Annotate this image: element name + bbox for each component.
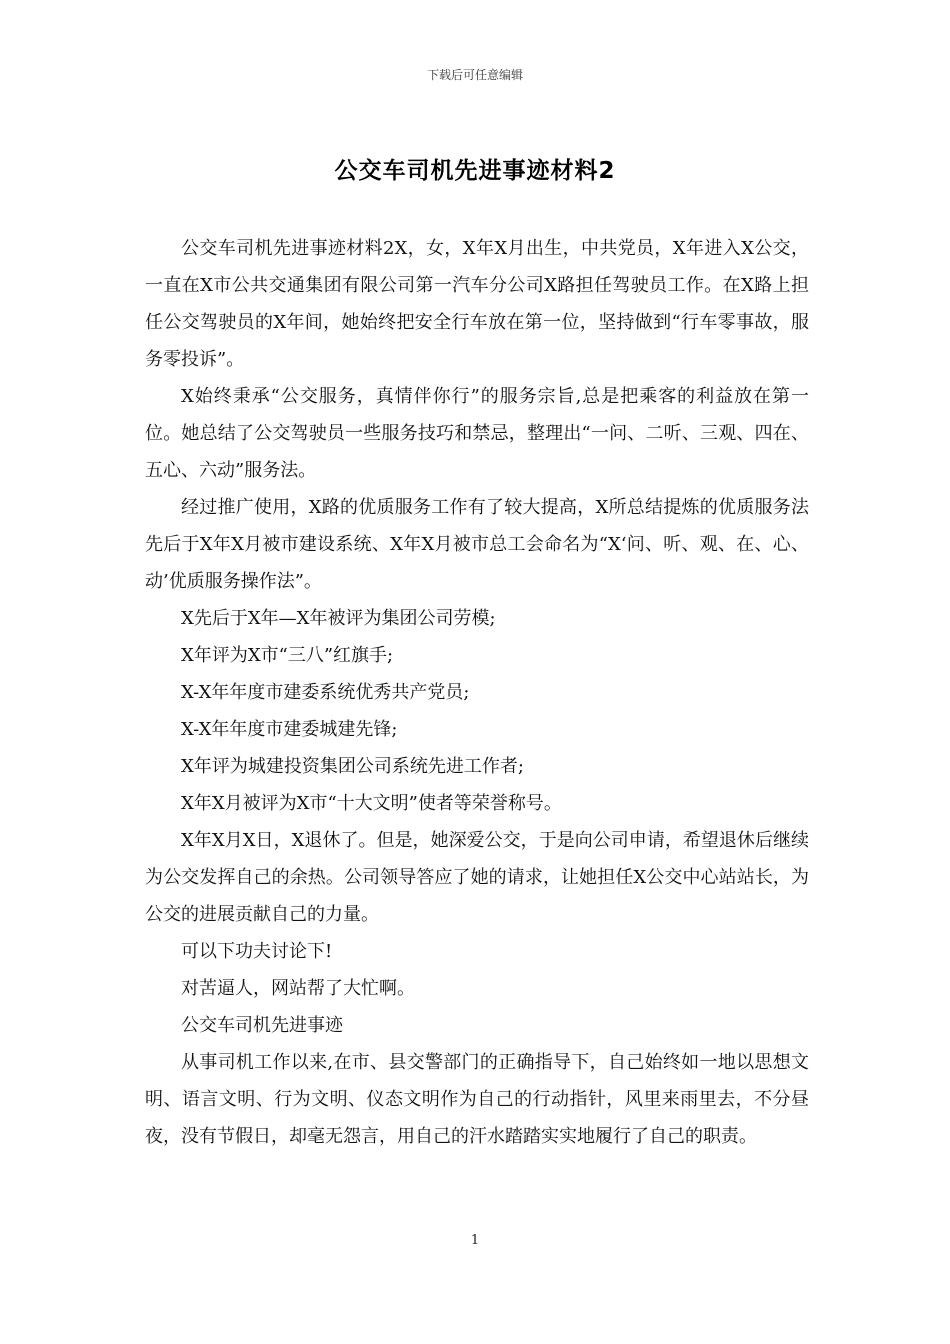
paragraph-retirement: X年X月X日，X退休了。但是，她深爱公交，于是向公司申请，希望退休后继续为公交发挥自己的余热。公司领导答应了她的请求，让她担任X公交中心站站长，为公交的进展贡献自己的力量。: [145, 830, 809, 925]
section-heading: 公交车司机先进事迹: [181, 1015, 343, 1036]
document-body: [145, 230, 809, 1155]
honor-item: X年X月被评为X市“十大文明”使者等荣誉称号。: [181, 793, 562, 814]
paragraph-service-method: 经过推广使用，X路的优质服务工作有了较大提高，X所总结提炼的优质服务法先后于X年X月被市建设系统、X年X月被市总工会命名为“X‘问、听、观、在、心、动’优质服务操作法”。: [145, 497, 809, 592]
honor-item: X-X年年度市建委系统优秀共产党员;: [181, 682, 470, 703]
page-number: 1: [470, 1233, 480, 1248]
honor-item: X年评为城建投资集团公司系统先进工作者;: [181, 756, 524, 777]
paragraph-remark: 对苦逼人，网站帮了大忙啊。: [181, 978, 415, 999]
paragraph-intro: 公交车司机先进事迹材料2X，女，X年X月出生，中共党员，X年进入X公交，一直在X市公共交通集团有限公司第一汽车分公司X路担任驾驶员工作。在X路上担任公交驾驶员的X年间，她始终把安全行车放在第一位，坚持做到“行车零事故，服务零投诉”。: [145, 238, 809, 370]
honor-item: X年评为X市“三八”红旗手;: [181, 645, 394, 666]
paragraph-remark: 可以下功夫讨论下!: [181, 941, 333, 962]
honor-item: X先后于X年—X年被评为集团公司劳模;: [181, 608, 496, 629]
paragraph-driver-work: 从事司机工作以来,在市、县交警部门的正确指导下，自己始终如一地以思想文明、语言文明、行为文明、仪态文明作为自己的行动指针，风里来雨里去，不分昼夜，没有节假日，却毫无怨言，用自己的汗水踏踏实实地履行了自己的职责。: [145, 1052, 809, 1147]
paragraph-service-principle: X始终秉承“公交服务，真情伴你行”的服务宗旨,总是把乘客的利益放在第一位。她总结了公交驾驶员一些服务技巧和禁忌，整理出“一问、二听、三观、四在、五心、六动”服务法。: [145, 386, 809, 481]
document-title: 公交车司机先进事迹材料2: [334, 158, 616, 184]
header-note: 下载后可任意编辑: [426, 68, 523, 82]
honor-item: X-X年年度市建委城建先锋;: [181, 719, 398, 740]
